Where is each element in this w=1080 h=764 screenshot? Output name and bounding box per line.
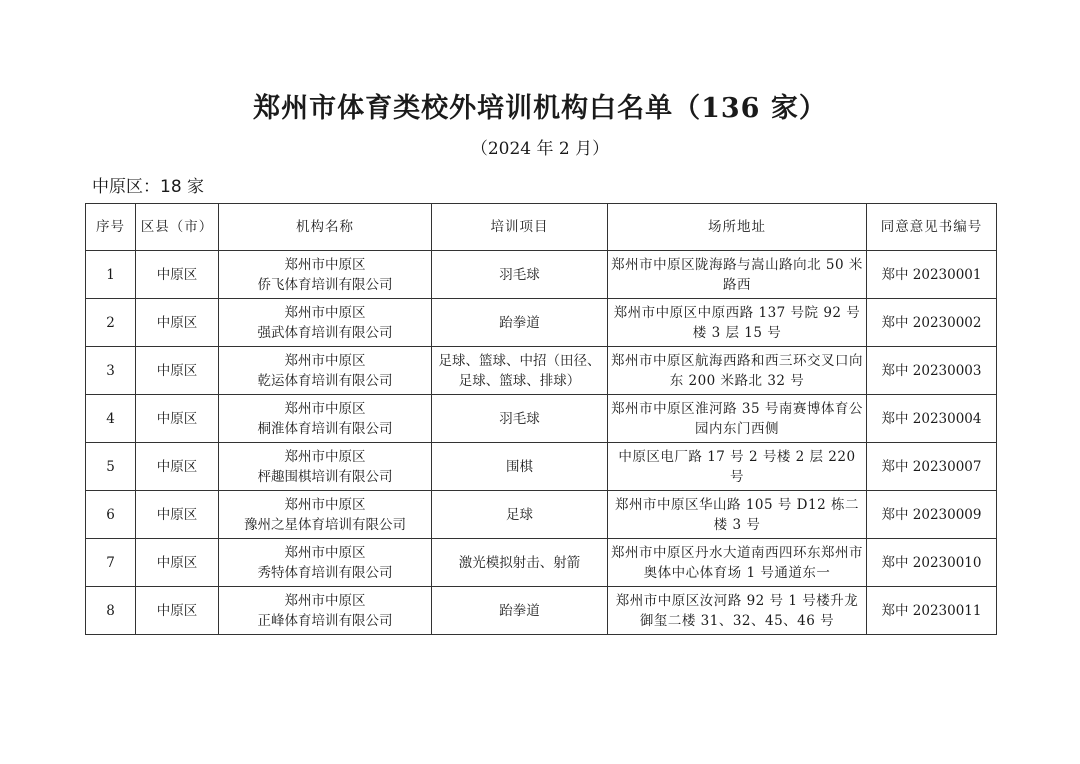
org-name-line1: 郑州市中原区 — [284, 592, 366, 609]
cell-project: 激光模拟射击、射箭 — [432, 539, 608, 587]
cell-project: 足球、篮球、中招（田径、足球、篮球、排球） — [432, 347, 608, 395]
cell-project: 足球 — [432, 491, 608, 539]
org-name-line2: 乾运体育培训有限公司 — [257, 372, 393, 389]
document-title: 郑州市体育类校外培训机构白名单（136 家） — [253, 93, 827, 124]
org-name-line1: 郑州市中原区 — [284, 256, 366, 273]
cell-org-name — [219, 395, 432, 443]
org-name-line2: 枰趣围棋培训有限公司 — [257, 468, 393, 485]
cell-district: 中原区 — [136, 347, 219, 395]
cell-org-name — [219, 491, 432, 539]
org-name-line1: 郑州市中原区 — [284, 448, 366, 465]
cell-project: 羽毛球 — [432, 251, 608, 299]
cell-permit: 郑中 20230001 — [867, 251, 997, 299]
table-row — [86, 491, 997, 539]
org-name-line1: 郑州市中原区 — [284, 544, 366, 561]
cell-serial: 2 — [86, 299, 136, 347]
table-row — [86, 299, 997, 347]
cell-district: 中原区 — [136, 443, 219, 491]
org-name-line1: 郑州市中原区 — [284, 352, 366, 369]
cell-district: 中原区 — [136, 539, 219, 587]
cell-address: 中原区电厂路 17 号 2 号楼 2 层 220 号 — [608, 443, 867, 491]
header-district: 区县（市） — [136, 204, 219, 251]
cell-district: 中原区 — [136, 491, 219, 539]
document-subtitle: （2024 年 2 月） — [470, 139, 610, 159]
org-name-line2: 侨飞体育培训有限公司 — [257, 276, 393, 293]
cell-org-name — [219, 299, 432, 347]
org-name-line2: 秀特体育培训有限公司 — [257, 564, 393, 581]
cell-district: 中原区 — [136, 251, 219, 299]
cell-org-name — [219, 347, 432, 395]
table-row — [86, 251, 997, 299]
table-row — [86, 443, 997, 491]
cell-project: 羽毛球 — [432, 395, 608, 443]
cell-org-name — [219, 587, 432, 635]
cell-org-name — [219, 539, 432, 587]
cell-serial: 4 — [86, 395, 136, 443]
cell-address: 郑州市中原区中原西路 137 号院 92 号楼 3 层 15 号 — [608, 299, 867, 347]
cell-serial: 3 — [86, 347, 136, 395]
header-org-name: 机构名称 — [219, 204, 432, 251]
cell-serial: 5 — [86, 443, 136, 491]
cell-district: 中原区 — [136, 587, 219, 635]
cell-serial: 1 — [86, 251, 136, 299]
org-name-line2: 桐淮体育培训有限公司 — [257, 420, 393, 437]
org-name-line2: 豫州之星体育培训有限公司 — [244, 516, 406, 533]
header-project: 培训项目 — [432, 204, 608, 251]
cell-address: 郑州市中原区陇海路与嵩山路向北 50 米路西 — [608, 251, 867, 299]
org-name-line2: 正峰体育培训有限公司 — [257, 612, 393, 629]
cell-permit: 郑中 20230009 — [867, 491, 997, 539]
cell-permit: 郑中 20230007 — [867, 443, 997, 491]
org-name-line1: 郑州市中原区 — [284, 496, 366, 513]
cell-district: 中原区 — [136, 395, 219, 443]
table-row — [86, 587, 997, 635]
cell-permit: 郑中 20230011 — [867, 587, 997, 635]
cell-org-name — [219, 443, 432, 491]
cell-permit: 郑中 20230010 — [867, 539, 997, 587]
cell-address: 郑州市中原区淮河路 35 号南赛博体育公园内东门西侧 — [608, 395, 867, 443]
table-row — [86, 395, 997, 443]
cell-address: 郑州市中原区汝河路 92 号 1 号楼升龙御玺二楼 31、32、45、46 号 — [608, 587, 867, 635]
cell-project: 跆拳道 — [432, 299, 608, 347]
cell-address: 郑州市中原区航海西路和西三环交叉口向东 200 米路北 32 号 — [608, 347, 867, 395]
cell-serial: 8 — [86, 587, 136, 635]
cell-permit: 郑中 20230002 — [867, 299, 997, 347]
cell-permit: 郑中 20230003 — [867, 347, 997, 395]
cell-permit: 郑中 20230004 — [867, 395, 997, 443]
cell-address: 郑州市中原区丹水大道南西四环东郑州市奥体中心体育场 1 号通道东一 — [608, 539, 867, 587]
district-heading: 中原区：18 家 — [92, 177, 205, 197]
header-address: 场所地址 — [608, 204, 867, 251]
cell-address: 郑州市中原区华山路 105 号 D12 栋二楼 3 号 — [608, 491, 867, 539]
whitelist-table — [85, 203, 997, 635]
table-header-row — [86, 204, 997, 251]
cell-serial: 7 — [86, 539, 136, 587]
cell-org-name — [219, 251, 432, 299]
header-serial: 序号 — [86, 204, 136, 251]
cell-district: 中原区 — [136, 299, 219, 347]
cell-project: 围棋 — [432, 443, 608, 491]
cell-serial: 6 — [86, 491, 136, 539]
table-row — [86, 539, 997, 587]
header-permit: 同意意见书编号 — [867, 204, 997, 251]
table-row — [86, 347, 997, 395]
org-name-line2: 强武体育培训有限公司 — [257, 324, 393, 341]
org-name-line1: 郑州市中原区 — [284, 400, 366, 417]
cell-project: 跆拳道 — [432, 587, 608, 635]
org-name-line1: 郑州市中原区 — [284, 304, 366, 321]
